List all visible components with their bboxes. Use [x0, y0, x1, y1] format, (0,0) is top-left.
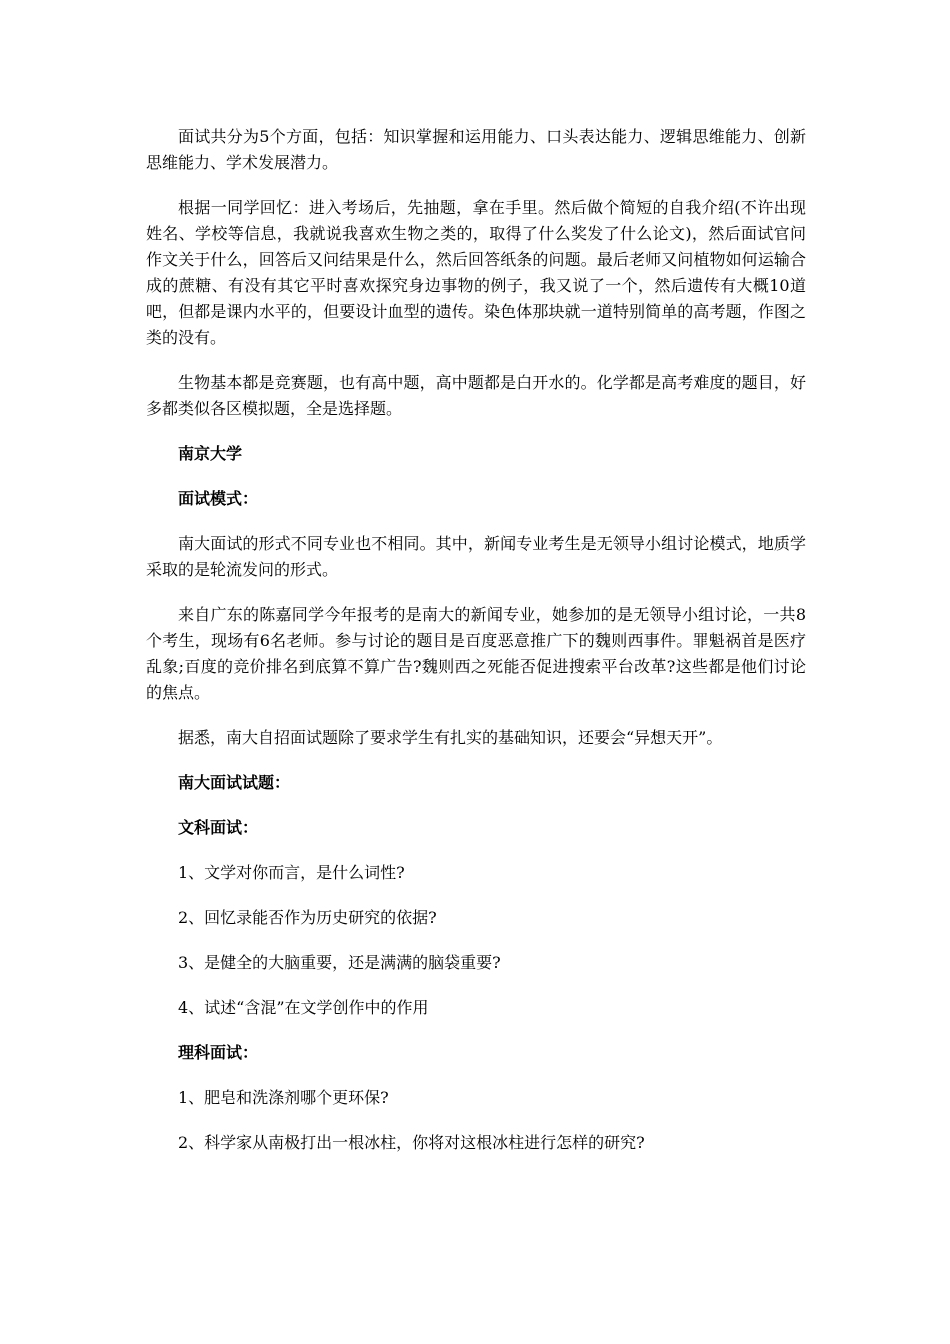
- arts-question: 4、试述“含混”在文学创作中的作用: [178, 998, 429, 1017]
- paragraph: 南大面试的形式不同专业也不相同。其中，新闻专业考生是无领导小组讨论模式，地质学采取的是轮流发问的形式。: [146, 534, 806, 579]
- arts-question: 3、是健全的大脑重要，还是满满的脑袋重要?: [178, 953, 501, 972]
- mode-heading: 面试模式：: [178, 489, 259, 508]
- paragraph: 生物基本都是竞赛题，也有高中题，高中题都是白开水的。化学都是高考难度的题目，好多都类似各区模拟题，全是选择题。: [146, 373, 806, 418]
- paragraph: 来自广东的陈嘉同学今年报考的是南大的新闻专业，她参加的是无领导小组讨论，一共8个考生，现场有6名老师。参与讨论的题目是百度恶意推广下的魏则西事件。罪魁祸首是医疗乱象;百度的竞价排名到底算不算广告?魏则西之死能否促进搜索平台改革?这些都是他们讨论的焦点。: [146, 605, 806, 702]
- science-question: 1、肥皂和洗涤剂哪个更环保?: [178, 1088, 389, 1107]
- arts-question: 1、文学对你而言，是什么词性?: [178, 863, 405, 882]
- questions-heading: 南大面试试题：: [178, 773, 291, 792]
- arts-question: 2、回忆录能否作为历史研究的依据?: [178, 908, 437, 927]
- paragraph: 面试共分为5个方面，包括：知识掌握和运用能力、口头表达能力、逻辑思维能力、创新思维能力、学术发展潜力。: [146, 127, 806, 172]
- science-heading: 理科面试：: [178, 1043, 259, 1062]
- arts-heading: 文科面试：: [178, 818, 259, 837]
- section-title: 南京大学: [178, 444, 243, 463]
- paragraph: 根据一同学回忆：进入考场后，先抽题，拿在手里。然后做个简短的自我介绍(不许出现姓名、学校等信息，我就说我喜欢生物之类的，取得了什么奖发了什么论文)，然后面试官问作文关于什么，回答后又问结果是什么，然后回答纸条的问题。最后老师又问植物如何运输合成的蔗糖、有没有其它平时喜欢探究身边事物的例子，我又说了一个，然后遗传有大概10道吧，但都是课内水平的，但要设计血型的遗传。染色体那块就一道特别简单的高考题，作图之类的没有。: [146, 198, 806, 347]
- paragraph: 据悉，南大自招面试题除了要求学生有扎实的基础知识，还要会“异想天开”。: [178, 728, 723, 747]
- science-question: 2、科学家从南极打出一根冰柱，你将对这根冰柱进行怎样的研究?: [178, 1133, 645, 1152]
- document-body: [146, 124, 806, 1175]
